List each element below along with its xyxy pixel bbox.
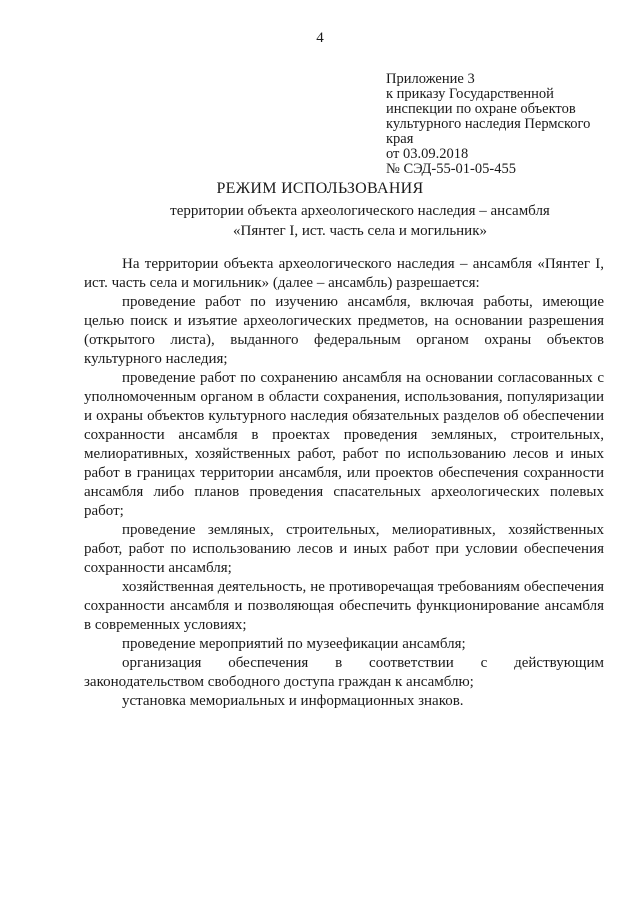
appendix-line: инспекции по охране объектов [386, 101, 576, 117]
permitted-item: проведение земляных, строительных, мелиоративных, хозяйственных работ, работ по использованию лесов и иных работ при условии обеспечения сохранности ансамбля; [84, 522, 604, 576]
permitted-item: проведение мероприятий по музеефикации ансамбля; [122, 636, 466, 652]
permitted-item: проведение работ по изучению ансамбля, включая работы, имеющие целью поиск и изъятие археологических предметов, на основании разрешения (открытого листа), выданного федеральным органом охраны объектов культурного наследия; [84, 294, 604, 367]
document-title: РЕЖИМ ИСПОЛЬЗОВАНИЯ [216, 180, 424, 197]
appendix-line: края [386, 131, 414, 147]
appendix-line: к приказу Государственной [386, 86, 554, 102]
appendix-line: от 03.09.2018 [386, 146, 469, 162]
permitted-item: установка мемориальных и информационных знаков. [122, 693, 464, 709]
document-subtitle: территории объекта археологического наследия – ансамбля «Пянтег I, ист. часть села и могильник» [170, 203, 550, 239]
appendix-block [386, 72, 626, 177]
permitted-item: организация обеспечения в соответствии с действующим законодательством свободного доступа граждан к ансамблю; [84, 655, 604, 690]
appendix-line: культурного наследия Пермского [386, 116, 591, 132]
document-body [84, 255, 604, 711]
appendix-line: Приложение 3 [386, 71, 475, 87]
appendix-line: № СЭД-55-01-05-455 [386, 161, 516, 177]
permitted-item: проведение работ по сохранению ансамбля на основании согласованных с уполномоченным органом в области сохранения, использования, популяризации и охраны объектов культурного наследия обязательных разделов об обеспечении сохранности ансамбля в проектах проведения земляных, строительных, мелиоративных, хозяйственных работ, работ по использованию лесов и иных работ в границах территории ансамбля, или проектов обеспечения сохранности ансамбля либо планов проведения спасательных археологических полевых работ; [84, 370, 604, 519]
page-number: 4 [316, 30, 324, 46]
permitted-item: хозяйственная деятельность, не противоречащая требованиям обеспечения сохранности ансамбля и позволяющая обеспечить функционирование ансамбля в современных условиях; [84, 579, 604, 633]
intro-paragraph: На территории объекта археологического наследия – ансамбля «Пянтег I, ист. часть села и могильник» (далее – ансамбль) разрешается: [84, 256, 604, 291]
